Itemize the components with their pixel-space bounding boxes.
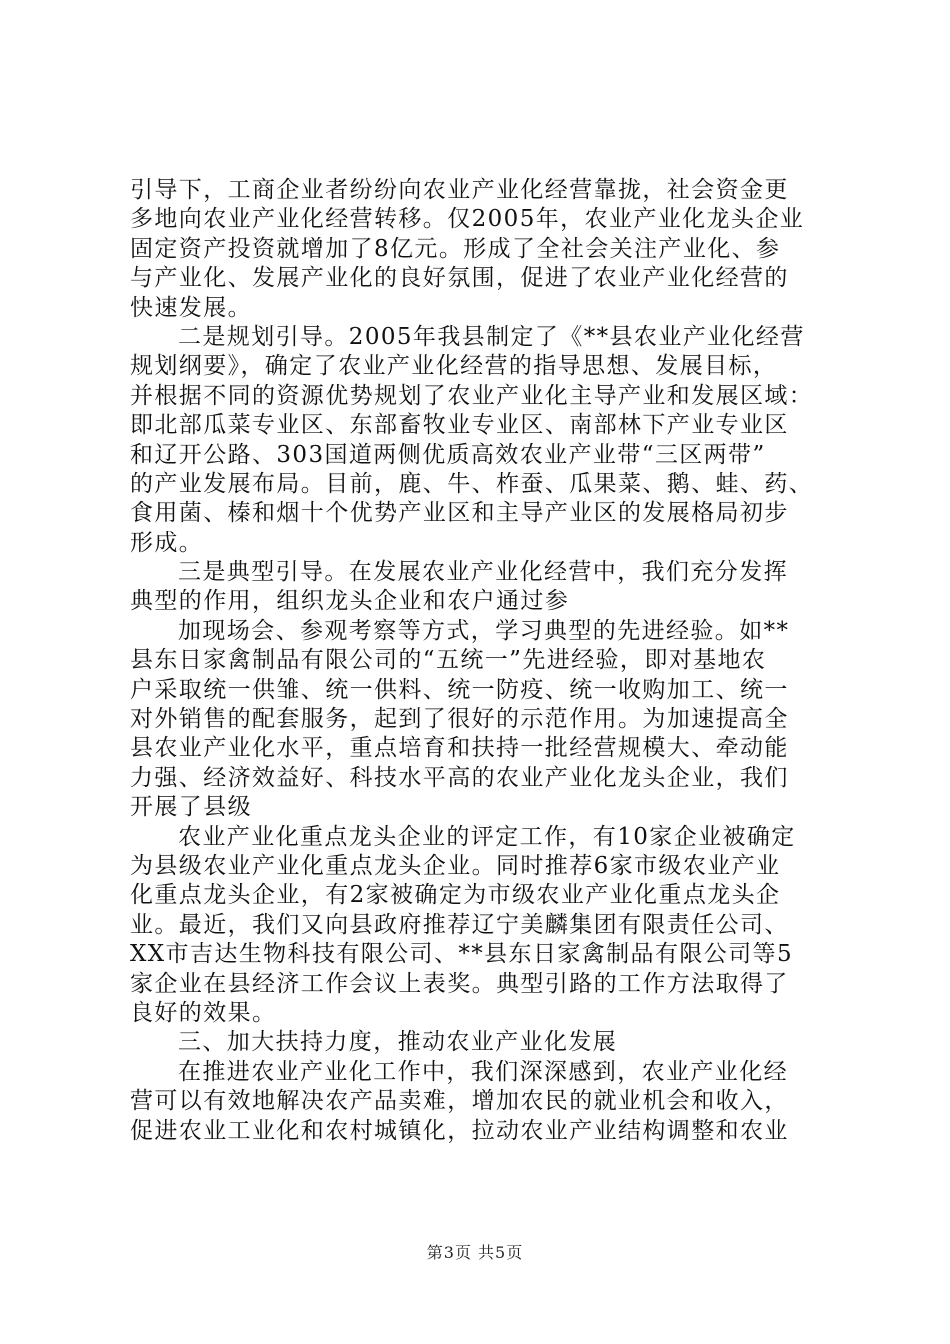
text-line: 县东日家禽制品有限公司的“五统一”先进经验，即对基地农: [130, 647, 767, 674]
text-line: 固定资产投资就增加了8亿元。形成了全社会关注产业化、参: [130, 235, 781, 262]
text-line: 快速发展。: [130, 294, 252, 321]
text-line: 县农业产业化水平，重点培育和扶持一批经营规模大、牵动能: [130, 735, 789, 762]
text-line: 开展了县级: [130, 794, 252, 821]
text-line: 良好的效果。: [130, 999, 277, 1026]
paragraph-start-line: 在推进农业产业化工作中，我们深深感到，农业产业化经: [178, 1058, 788, 1085]
text-line: 引导下，工商企业者纷纷向农业产业化经营靠拢，社会资金更: [130, 177, 789, 203]
paragraph-start-line: 三是典型引导。在发展农业产业化经营中，我们充分发挥: [178, 559, 788, 586]
text-line: 并根据不同的资源优势规划了农业产业化主导产业和发展区域：: [130, 382, 814, 409]
text-line: 与产业化、发展产业化的良好氛围，促进了农业产业化经营的: [130, 265, 789, 292]
text-line: 即北部瓜菜专业区、东部畜牧业专业区、南部林下产业专业区: [130, 412, 789, 439]
text-line: 为县级农业产业化重点龙头企业。同时推荐6家市级农业产业: [130, 852, 781, 879]
text-line: 家企业在县经济工作会议上表奖。典型引路的工作方法取得了: [130, 970, 789, 997]
paragraph-start-line: 二是规划引导。2005年我县制定了《**县农业产业化经营: [178, 323, 805, 350]
text-line: 形成。: [130, 529, 204, 556]
text-line: 化重点龙头企业，有2家被确定为市级农业产业化重点龙头企: [130, 882, 781, 909]
page-number-footer: 第3页 共5页: [426, 1243, 524, 1262]
text-line: XX市吉达生物科技有限公司、**县东日家禽制品有限公司等5: [130, 941, 793, 968]
text-line: 对外销售的配套服务，起到了很好的示范作用。为加速提高全: [130, 706, 789, 733]
text-line: 促进农业工业化和农村城镇化，拉动农业产业结构调整和农业: [130, 1117, 789, 1144]
text-line: 多地向农业产业化经营转移。仅2005年，农业产业化龙头企业: [130, 206, 805, 233]
body-text: [130, 176, 830, 1146]
text-line: 典型的作用，组织龙头企业和农户通过参: [130, 588, 570, 615]
text-line: 营可以有效地解决农产品卖难，增加农民的就业机会和收入，: [130, 1088, 789, 1115]
text-line: 户采取统一供雏、统一供料、统一防疫、统一收购加工、统一: [130, 676, 789, 703]
section-heading: 三、加大扶持力度，推动农业产业化发展: [178, 1029, 618, 1056]
text-line: 规划纲要》，确定了农业产业化经营的指导思想、发展目标，: [130, 353, 778, 380]
text-line: 的产业发展布局。目前，鹿、牛、柞蚕、瓜果菜、鹅、蛙、药、: [130, 470, 814, 497]
text-line: 和辽开公路、303国道两侧优质高效农业产业带“三区两带”: [130, 441, 766, 468]
paragraph-start-line: 加现场会、参观考察等方式，学习典型的先进经验。如**: [178, 617, 790, 644]
paragraph-start-line: 农业产业化重点龙头企业的评定工作，有10家企业被确定: [178, 823, 796, 850]
text-line: 食用菌、榛和烟十个优势产业区和主导产业区的发展格局初步: [130, 500, 789, 527]
text-line: 力强、经济效益好、科技水平高的农业产业化龙头企业，我们: [130, 764, 789, 791]
text-line: 业。最近，我们又向县政府推荐辽宁美麟集团有限责任公司、: [130, 911, 789, 938]
